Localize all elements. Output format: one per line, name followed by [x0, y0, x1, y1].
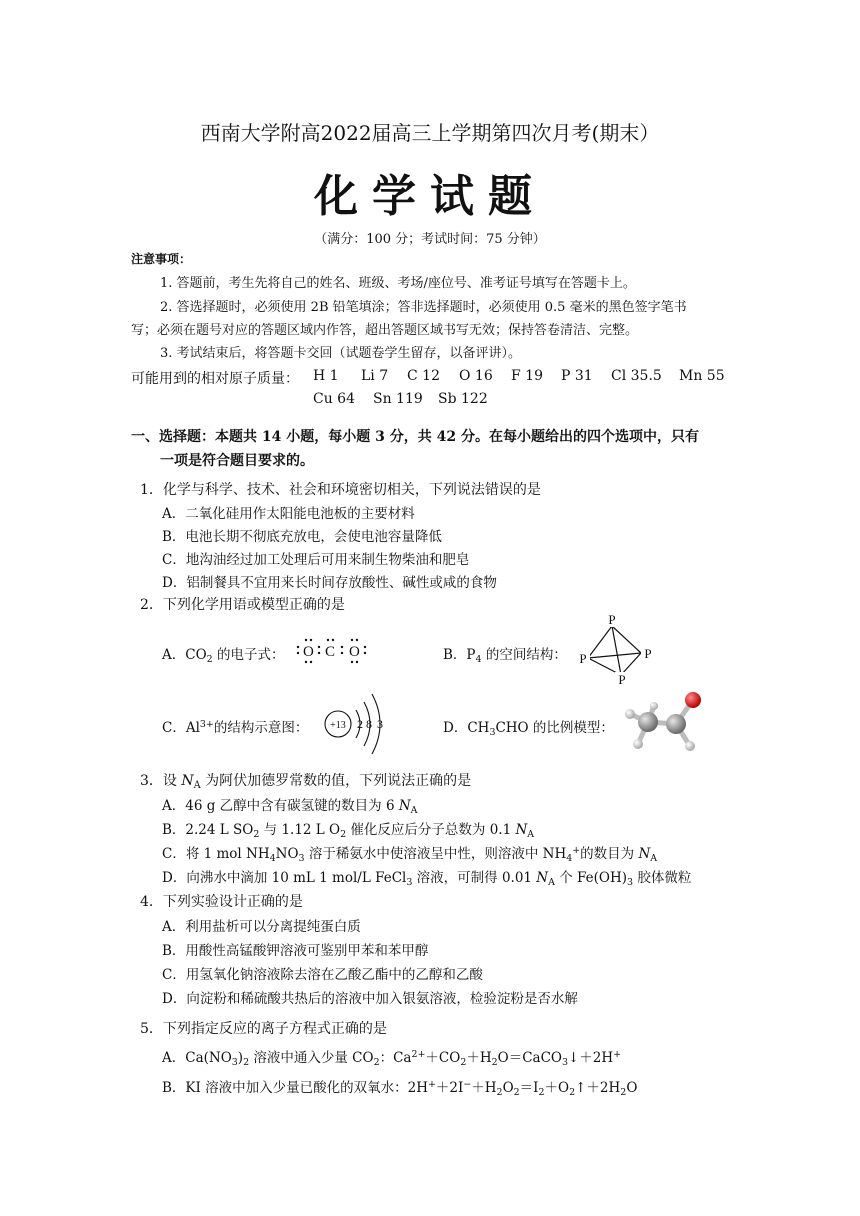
atomic-mass-mn: Mn 55: [679, 368, 725, 384]
question-3-stem: 3．设 $N_A$ 为阿伏加德罗常数的值，下列说法正确的是: [140, 773, 472, 791]
question-1-option-b: B．电池长期不彻底充放电，会使电池容量降低: [162, 529, 442, 545]
section-1-heading: 一、选择题：本题共 14 小题，每小题 3 分，共 42 分。在每小题给出的四个选项中，只有: [131, 429, 699, 445]
shell-electrons-1: 2: [357, 717, 363, 731]
question-2-option-b: B．$P_4$ 的空间结构：: [443, 647, 567, 665]
question-3-option-d: D．向沸水中滴加 10 mL 1 mol/L FeCl$_3$ 溶液，可制得 0.01 $N_A$ 个 $Fe(OH)_3$ 胶体微粒: [162, 870, 692, 888]
p4-atom-bottom: P: [618, 672, 626, 687]
p4-tetrahedron-diagram: [574, 612, 660, 688]
question-1-option-d: D．铝制餐具不宜用来长时间存放酸性、碱性或咸的食物: [162, 575, 497, 591]
question-4-option-c: C．用氢氧化钠溶液除去溶在乙酸乙酯中的乙醇和乙酸: [162, 967, 483, 983]
question-5-stem: 5．下列指定反应的离子方程式正确的是: [140, 1021, 387, 1037]
atomic-mass-sb: Sb 122: [438, 391, 488, 407]
ch3cho-molecular-model: [618, 684, 708, 756]
question-2-option-a: A．$CO_2$ 的电子式：: [162, 647, 285, 665]
notice-item-1: 1. 答题前，考生先将自己的姓名、班级、考场/座位号、准考证号填写在答题卡上。: [160, 276, 636, 291]
question-4-option-b: B．用酸性高锰酸钾溶液可鉴别甲苯和苯甲醇: [162, 943, 429, 959]
notice-heading: 注意事项：: [131, 252, 192, 266]
question-3-option-a: A．46 g 乙醇中含有碳氢键的数目为 6 $N_A$: [162, 798, 418, 816]
notice-item-2b: 写；必须在题号对应的答题区域内作答，超出答题区域书写无效；保持答卷清洁、完整。: [131, 323, 639, 338]
atomic-mass-c: C 12: [407, 368, 440, 384]
question-4-stem: 4．下列实验设计正确的是: [140, 894, 303, 910]
p4-atom-left: P: [579, 651, 587, 666]
atomic-mass-f: F 19: [511, 368, 543, 384]
question-3-option-c: C．将 1 mol $NH_4NO_3$ 溶于稀氨水中使溶液呈中性，则溶液中 $NH_4^+$的数目为 $N_A$: [162, 845, 658, 864]
shell-electrons-3: 3: [377, 717, 383, 731]
question-2-option-d: D．$CH_3CHO$ 的比例模型：: [443, 720, 614, 738]
notice-item-2a: 2. 答选择题时，必须使用 2B 铅笔填涂；答非选择题时，必须使用 0.5 毫米的黑色签字笔书: [160, 300, 687, 315]
question-2-option-c: C．$Al^{3+}$的结构示意图：: [162, 719, 309, 736]
question-1-option-c: C．地沟油经过加工处理后可用来制生物柴油和肥皂: [162, 552, 470, 568]
question-4-option-a: A．利用盐析可以分离提纯蛋白质: [162, 919, 361, 935]
p4-atom-right: P: [644, 646, 652, 661]
atomic-mass-p: P 31: [561, 368, 593, 384]
question-4-option-d: D．向淀粉和稀硫酸共热后的溶液中加入银氨溶液，检验淀粉是否水解: [162, 991, 578, 1007]
notice-item-3: 3. 考试结束后，将答题卡交回（试题卷学生留存，以备评讲）。: [160, 346, 522, 361]
atomic-mass-sn: Sn 119: [373, 391, 423, 407]
nucleus-charge: +13: [330, 720, 346, 731]
question-1-stem: 1．化学与科学、技术、社会和环境密切相关，下列说法错误的是: [140, 482, 541, 498]
atomic-mass-label: 可能用到的相对原子质量：: [131, 371, 299, 387]
question-3-option-b: B．2.24 L $SO_2$ 与 1.12 L $O_2$ 催化反应后分子总数为 0.1 $N_A$: [162, 822, 535, 840]
atomic-mass-li: Li 7: [361, 368, 389, 384]
section-1-heading-cont: 一项是符合题目要求的。: [160, 453, 314, 469]
exam-info: （满分：100 分；考试时间：75 分钟）: [314, 232, 546, 247]
atomic-mass-cu: Cu 64: [313, 391, 355, 407]
atomic-mass-cl: Cl 35.5: [611, 368, 662, 384]
question-1-option-a: A．二氧化硅用作太阳能电池板的主要材料: [162, 506, 415, 522]
shell-electrons-2: 8: [366, 717, 372, 731]
dot-atom-c: C: [325, 644, 336, 660]
co2-electron-dot-formula: [294, 636, 370, 666]
question-5-option-a: A．$Ca(NO_3)_2$ 溶液中通入少量 $CO_2$：$Ca^{2+}+CO_2+H_2O=CaCO_3↓+2H^+$: [162, 1049, 622, 1068]
p4-atom-top: P: [608, 612, 616, 627]
atomic-mass-h: H 1: [313, 368, 339, 384]
dot-atom-o-right: O: [349, 644, 360, 660]
exam-title: 西南大学附高2022届高三上学期第四次月考(期末）: [200, 121, 660, 145]
dot-atom-o-left: O: [303, 644, 314, 660]
question-5-option-b: B．KI 溶液中加入少量已酸化的双氧水：$2H^++2I^-+H_2O_2=I_2+O_2↑+2H_2O$: [162, 1079, 638, 1098]
atomic-mass-o: O 16: [459, 368, 493, 384]
subject-title: 化学试题: [314, 171, 546, 222]
question-2-stem: 2．下列化学用语或模型正确的是: [140, 597, 345, 613]
al-ion-structure-diagram: [318, 684, 390, 762]
